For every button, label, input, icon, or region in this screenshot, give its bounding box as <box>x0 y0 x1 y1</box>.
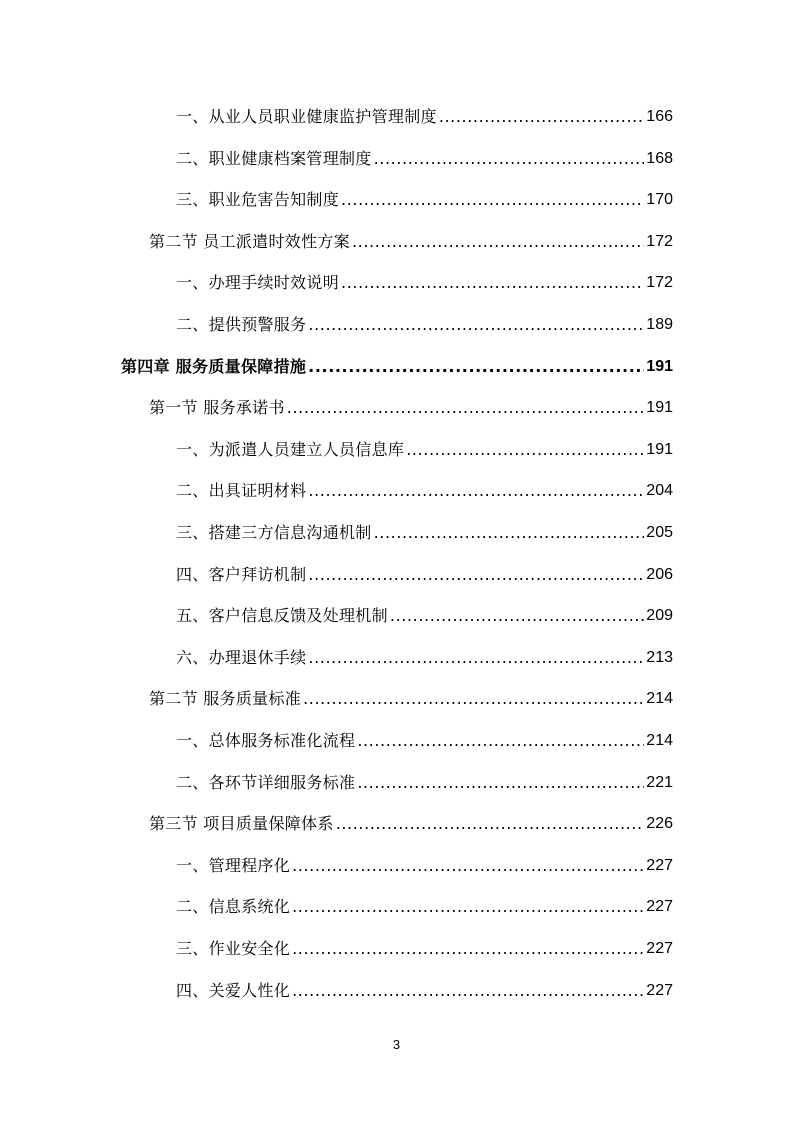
toc-entry[interactable] <box>176 887 673 917</box>
toc-entry-page: 214 <box>646 732 673 749</box>
toc-entry-title: 二、职业健康档案管理制度 <box>176 148 372 168</box>
toc-entry[interactable] <box>176 929 673 959</box>
dot-leader <box>292 897 644 917</box>
dot-leader <box>292 939 644 959</box>
toc-entry[interactable] <box>176 846 673 876</box>
dot-leader <box>308 565 644 585</box>
toc-entry-title: 六、办理退休手续 <box>176 647 307 667</box>
toc-entry-title: 四、关爱人性化 <box>176 980 291 1000</box>
toc-entry-page: 227 <box>646 981 673 999</box>
toc-entry-title: 三、作业安全化 <box>176 939 291 958</box>
dot-leader <box>390 606 644 626</box>
toc-entry-title: 第一节 服务承诺书 <box>149 398 285 418</box>
dot-leader <box>341 273 644 293</box>
toc-entry[interactable] <box>149 222 673 252</box>
toc-entry-page: 168 <box>646 149 673 167</box>
toc-entry-page: 191 <box>646 357 673 375</box>
toc-entry-page: 227 <box>646 898 673 916</box>
dot-leader <box>374 523 645 543</box>
toc-entry-title: 一、总体服务标准化流程 <box>176 731 356 750</box>
toc-entry-title: 二、出具证明材料 <box>176 481 307 501</box>
toc-entry-title: 一、办理手续时效说明 <box>176 273 340 293</box>
dot-leader <box>308 648 644 668</box>
toc-entry-title: 三、职业危害告知制度 <box>176 190 340 210</box>
toc-entry-page: 172 <box>646 232 673 250</box>
toc-entry[interactable] <box>176 763 673 793</box>
toc-entry-title: 五、客户信息反馈及处理机制 <box>176 606 388 626</box>
toc-entry-title: 第四章 服务质量保障措施 <box>121 356 307 376</box>
dot-leader <box>374 149 645 169</box>
toc-entry[interactable] <box>176 139 673 169</box>
toc-entry[interactable] <box>176 263 673 293</box>
toc-entry-page: 189 <box>646 316 673 333</box>
dot-leader <box>308 357 644 377</box>
toc-entry[interactable] <box>176 305 673 335</box>
dot-leader <box>287 398 645 418</box>
toc-entry[interactable] <box>176 430 673 460</box>
dot-leader <box>357 773 644 793</box>
toc-entry-page: 204 <box>646 482 673 500</box>
dot-leader <box>352 232 644 252</box>
toc-entry[interactable] <box>176 180 673 210</box>
dot-leader <box>308 481 644 501</box>
toc-entry-chapter[interactable] <box>121 347 673 377</box>
toc-entry-page: 191 <box>646 399 673 417</box>
toc-entry-page: 170 <box>646 191 673 209</box>
toc-entry-title: 四、客户拜访机制 <box>176 564 307 584</box>
toc-entry[interactable] <box>176 513 673 543</box>
dot-leader <box>341 190 644 210</box>
toc-entry[interactable] <box>176 638 673 668</box>
toc-entry-title: 一、从业人员职业健康监护管理制度 <box>176 107 437 126</box>
toc-entry-page: 221 <box>646 773 673 791</box>
toc-entry-title: 二、提供预警服务 <box>176 315 307 334</box>
toc-entry[interactable] <box>176 721 673 751</box>
toc-entry[interactable] <box>176 555 673 585</box>
toc-entry-page: 166 <box>646 108 673 125</box>
toc-entry-title: 第二节 服务质量标准 <box>149 689 302 709</box>
toc-entry-page: 226 <box>646 815 673 833</box>
toc-entry-page: 206 <box>646 565 673 583</box>
toc-entry-page: 191 <box>646 440 673 458</box>
toc-entry-page: 227 <box>646 940 673 957</box>
toc-entry[interactable] <box>176 971 673 1001</box>
dot-leader <box>439 107 644 127</box>
dot-leader <box>292 856 644 876</box>
dot-leader <box>357 731 644 751</box>
toc-entry[interactable] <box>149 679 673 709</box>
toc-entry[interactable] <box>176 596 673 626</box>
dot-leader <box>308 315 644 335</box>
toc-entry[interactable] <box>149 804 673 834</box>
toc-entry-page: 209 <box>646 607 673 625</box>
toc-entry[interactable] <box>149 388 673 418</box>
toc-entry-page: 172 <box>646 274 673 292</box>
dot-leader <box>406 440 644 460</box>
toc-entry[interactable] <box>176 471 673 501</box>
toc-entry-title: 一、管理程序化 <box>176 855 291 875</box>
toc-entry-page: 213 <box>646 648 673 666</box>
toc-entry-title: 第三节 项目质量保障体系 <box>149 814 334 834</box>
toc-entry-page: 205 <box>646 524 673 541</box>
dot-leader <box>292 981 644 1001</box>
toc-entry[interactable] <box>176 97 673 127</box>
dot-leader <box>303 689 644 709</box>
toc-entry-page: 227 <box>646 856 673 874</box>
page-number: 3 <box>392 1037 401 1052</box>
toc-entry-title: 二、信息系统化 <box>176 897 291 917</box>
toc-entry-page: 214 <box>646 690 673 708</box>
toc-entry-title: 三、搭建三方信息沟通机制 <box>176 523 372 542</box>
toc-entry-title: 二、各环节详细服务标准 <box>176 772 356 792</box>
dot-leader <box>336 814 645 834</box>
toc-entry-title: 一、为派遣人员建立人员信息库 <box>176 439 405 459</box>
toc-entry-title: 第二节 员工派遣时效性方案 <box>149 231 350 251</box>
